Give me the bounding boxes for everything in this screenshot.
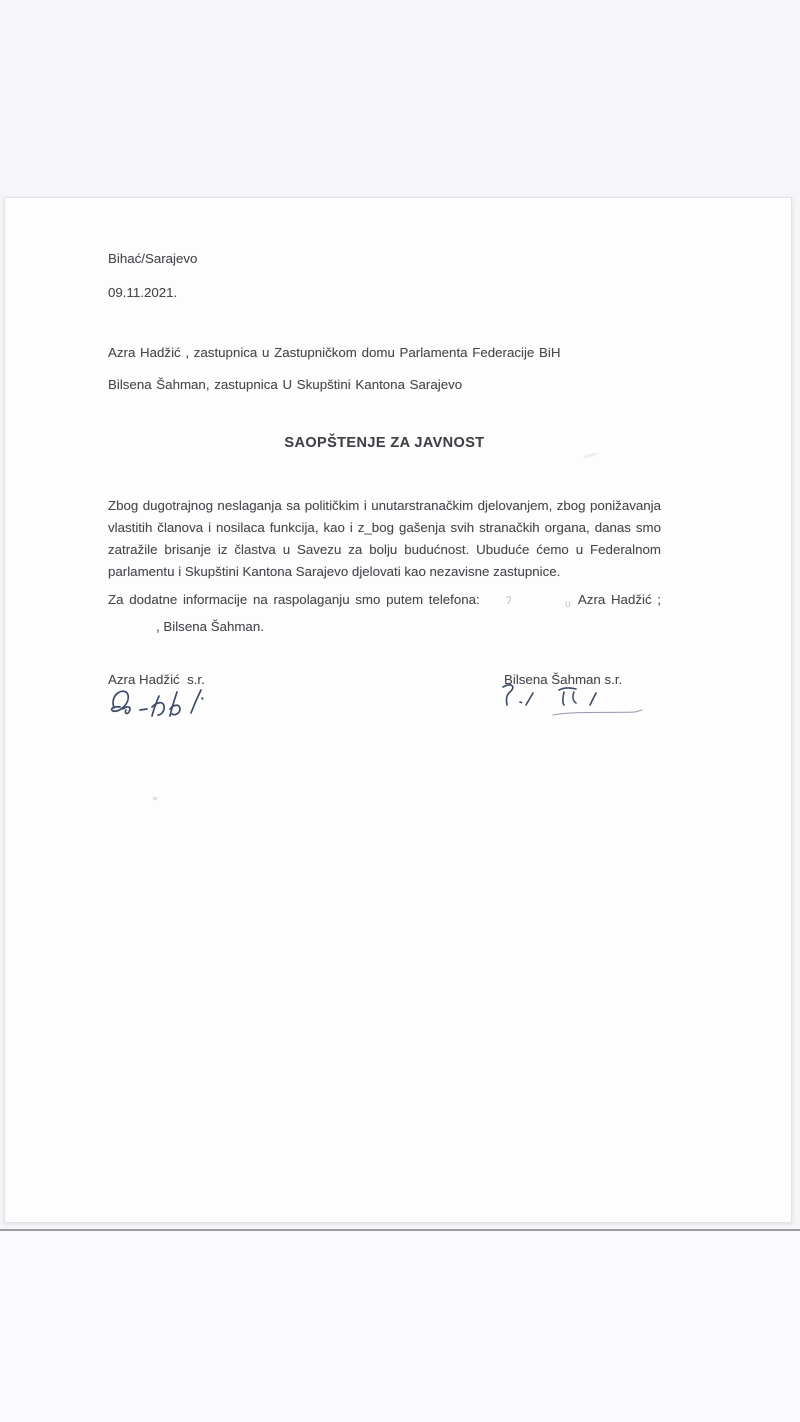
bilsena-handwritten-signature: [495, 680, 670, 722]
location-line: Bihać/Sarajevo: [108, 251, 198, 266]
page-bottom-divider: [0, 1229, 800, 1231]
body-paragraph: Zbog dugotrajnog neslaganja sa političkim i unutarstranačkim djelovanjem, zbog ponižavanja vlastitih članova i nosilaca funkcija, kao i z_bog gašenja svih stranačkih organa, danas smo zatražile brisanje iz člastva u Savezu za bolju budućnost. Ubuduće ćemo u Federalnom parlamentu i Skupštini Kantona Sarajevo djelovati kao nezavisne zastupnice.: [108, 498, 661, 579]
scan-speck: [152, 796, 158, 801]
backdrop-bottom-area: [0, 1231, 800, 1422]
contact-line-1-suffix: Azra Hadžić ;: [577, 592, 661, 607]
author-line-bilsena: Bilsena Šahman, zastupnica U Skupštini Kantona Sarajevo: [108, 377, 463, 392]
date-line: 09.11.2021.: [108, 285, 178, 300]
contact-line-1: [108, 589, 661, 614]
author-line-azra: Azra Hadžić , zastupnica u Zastupničkom domu Parlamenta Federacije BiH: [108, 345, 561, 360]
contact-paragraph: [108, 589, 661, 639]
document-title: SAOPŠTENJE ZA JAVNOST: [284, 435, 485, 451]
contact-line-1-prefix: Za dodatne informacije na raspolaganju smo putem telefona:: [108, 592, 480, 607]
contact-line-2: , Bilsena Šahman.: [156, 619, 264, 634]
azra-handwritten-signature: [101, 685, 251, 730]
redacted-phone-mark-1: ʔ: [506, 595, 512, 607]
document-page: [4, 197, 792, 1223]
redacted-phone-mark-2: υ: [565, 599, 571, 610]
signature-name-azra: Azra Hadžić s.r.: [108, 672, 205, 687]
signature-name-bilsena: Bilsena Šahman s.r.: [504, 672, 623, 687]
